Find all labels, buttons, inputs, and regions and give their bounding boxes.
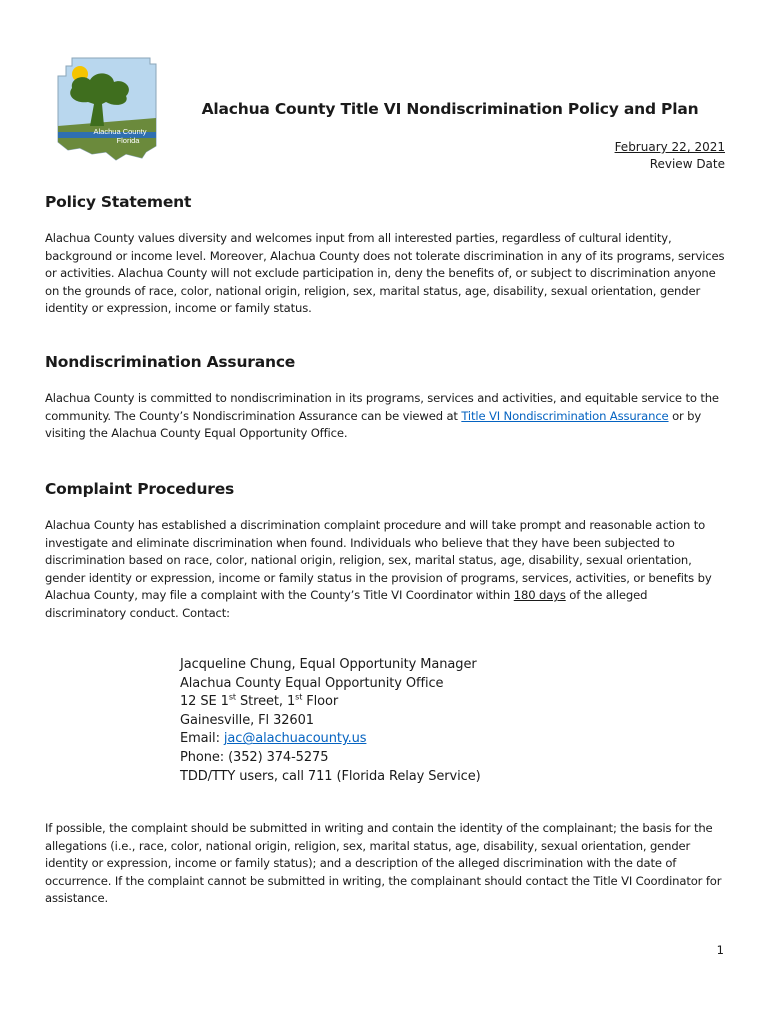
date-block <box>615 139 725 173</box>
contact-email-label: Email: <box>180 731 224 747</box>
nondiscrimination-assurance-heading: Nondiscrimination Assurance <box>45 353 296 371</box>
review-date-label: Review Date <box>649 157 725 171</box>
contact-office: Alachua County Equal Opportunity Office <box>180 675 444 691</box>
contact-block <box>180 656 600 786</box>
page-number: 1 <box>716 943 724 957</box>
title-vi-assurance-link[interactable]: Title VI Nondiscrimination Assurance <box>461 408 669 423</box>
logo-text-line1: Alachua County <box>93 127 147 136</box>
contact-address: 12 SE 1st Street, 1st Floor <box>180 692 339 710</box>
complaint-procedures-heading: Complaint Procedures <box>45 480 235 498</box>
assurance-text-start: Alachua County is committed to nondiscrimination in its programs, services and activities, and equitable service to the community. The County’s Nondiscrimination Assurance can be viewed at <box>45 391 719 423</box>
complaint-deadline: 180 days <box>513 588 566 603</box>
complaint-procedures-text <box>45 517 730 623</box>
logo-text-line2: Florida <box>116 136 140 145</box>
contact-name: Jacqueline Chung, Equal Opportunity Manager <box>180 657 477 672</box>
complaint-text-end: of the alleged discriminatory conduct. Contact: <box>45 588 648 620</box>
review-date: February 22, 2021 <box>614 140 725 154</box>
document-title: Alachua County Title VI Nondiscrimination Policy and Plan <box>201 100 699 118</box>
assurance-text-end: or by visiting the Alachua County Equal Opportunity Office. <box>45 408 702 441</box>
contact-city: Gainesville, Fl 32601 <box>180 712 314 728</box>
contact-email-link[interactable]: jac@alachuacounty.us <box>223 731 367 747</box>
policy-statement-text: Alachua County values diversity and welcomes input from all interested parties, regardless of cultural identity, background or income level. Moreover, Alachua County does not tolerate discrimination in any of its programs, services or activities. Alachua County will not exclude participation in, deny the benefits of, or subject to discrimination anyone on the grounds of race, color, national origin, religion, sex, marital status, age, disability, sexual orientation, gender identity or expression, income or family status. <box>45 231 725 316</box>
complaint-text-start: Alachua County has established a discrimination complaint procedure and will take prompt and reasonable action to investigate and eliminate discrimination when found. Individuals who believe that they have been subjected to discrimination based on race, color, national origin, religion, sex, marital status, age, disability, sexual orientation, gender identity or expression, income or family status in the provision of programs, services, activities, or benefits by Alachua County, may file a complaint with the County’s Title VI Coordinator within <box>45 518 712 603</box>
contact-email-line <box>180 730 600 749</box>
nondiscrimination-assurance-text <box>45 390 730 443</box>
contact-tdd: TDD/TTY users, call 711 (Florida Relay Service) <box>180 768 481 784</box>
contact-phone: Phone: (352) 374-5275 <box>180 749 329 765</box>
alachua-county-logo <box>50 54 162 162</box>
policy-statement-heading: Policy Statement <box>45 193 192 211</box>
complaint-closing-text: If possible, the complaint should be submitted in writing and contain the identity of the complainant; the basis for the allegations (i.e., race, color, national origin, religion, sex, marital status, age, disability, sexual orientation, gender identity or expression, income or family status); and a description of the alleged discrimination with the date of occurrence. If the complaint cannot be submitted in writing, the complainant should contact the Title VI Coordinator for assistance. <box>45 821 722 906</box>
